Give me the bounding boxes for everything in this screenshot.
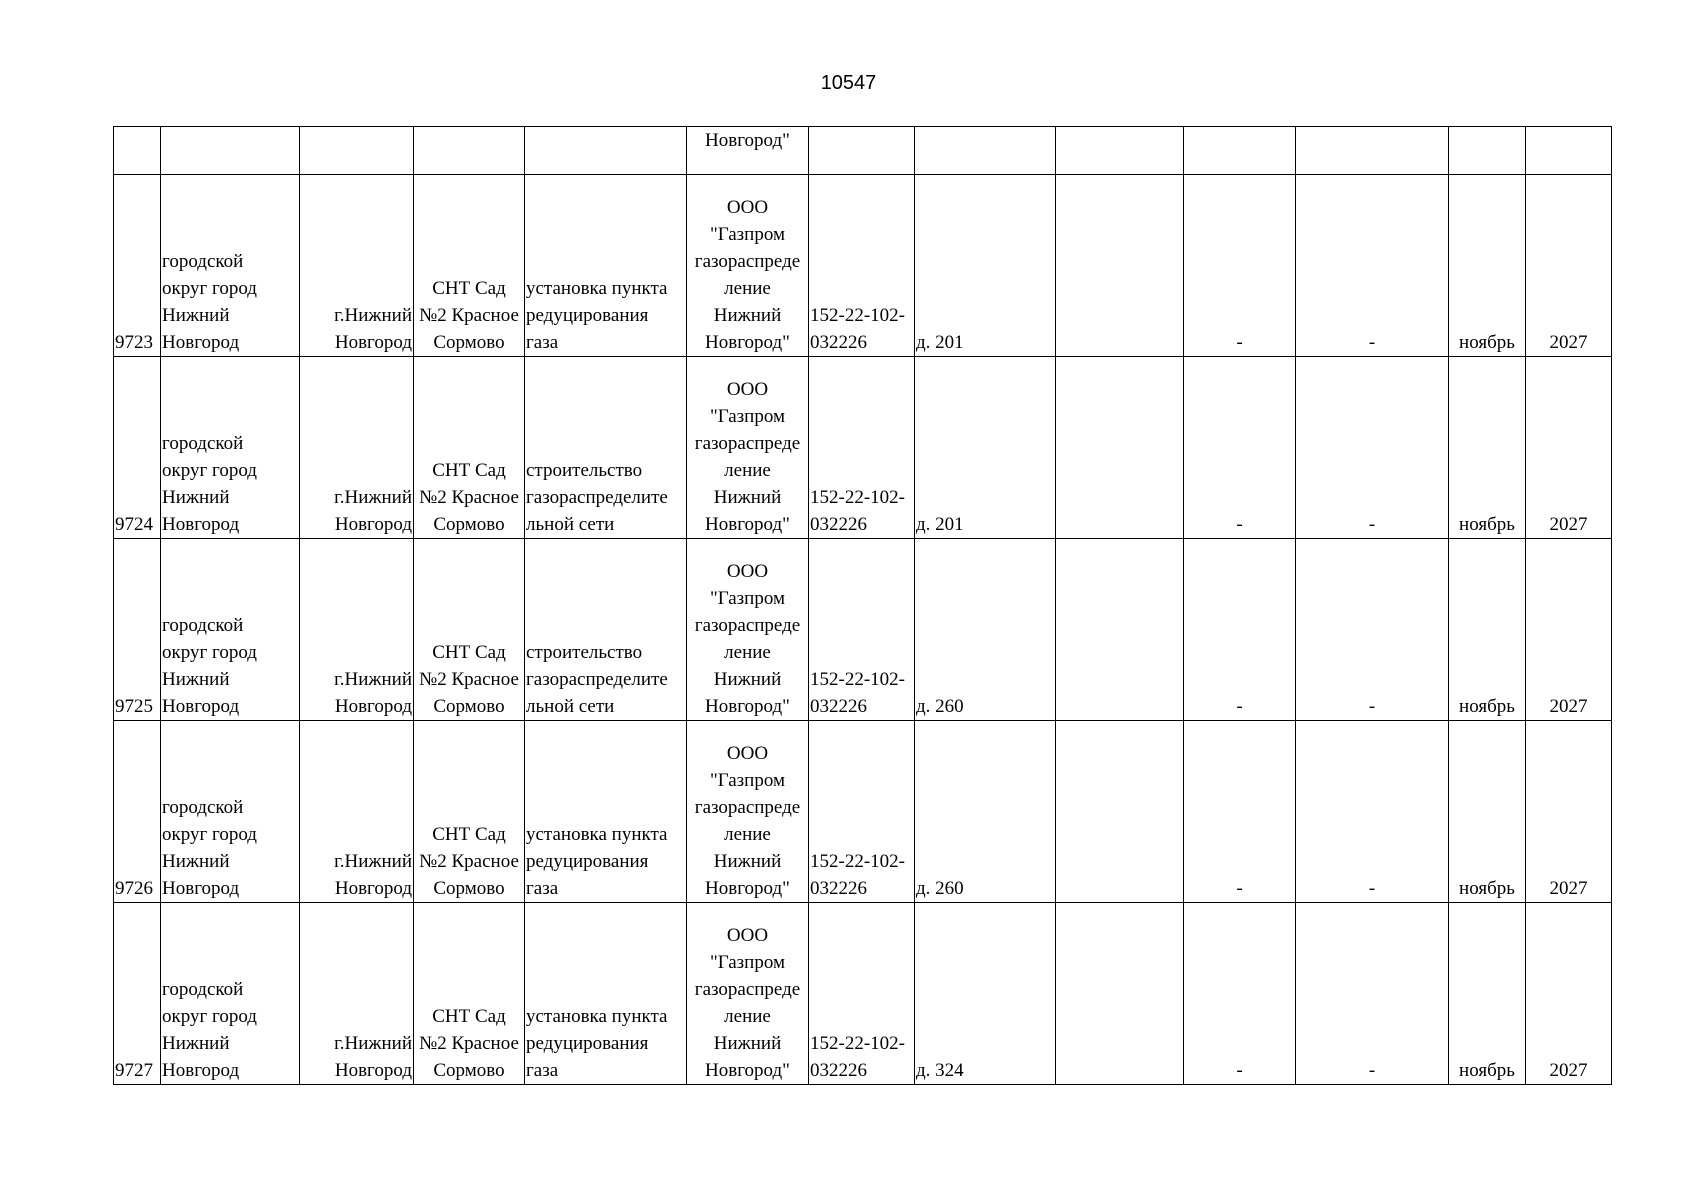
cell-col11: - (1296, 903, 1449, 1085)
cell-year: 2027 (1526, 539, 1612, 721)
cell-code: 152-22-102- 032226 (809, 175, 915, 357)
registry-table (113, 126, 1612, 1085)
cell-municipality: городской округ город Нижний Новгород (161, 175, 300, 357)
cell-month (1449, 127, 1526, 175)
cell-code: 152-22-102- 032226 (809, 539, 915, 721)
cell-col9 (1056, 903, 1184, 1085)
cell-month: ноябрь (1449, 539, 1526, 721)
cell-year (1526, 127, 1612, 175)
cell-year: 2027 (1526, 357, 1612, 539)
cell-org: ООО "Газпром газораспреде ление Нижний Новгород" (687, 721, 809, 903)
cell-month: ноябрь (1449, 357, 1526, 539)
cell-municipality (161, 127, 300, 175)
cell-num (114, 127, 161, 175)
cell-year: 2027 (1526, 903, 1612, 1085)
cell-work: строительство газораспределите льной сети (525, 357, 687, 539)
cell-num: 9724 (114, 357, 161, 539)
cell-snt (414, 127, 525, 175)
cell-num: 9726 (114, 721, 161, 903)
table-row (114, 175, 1612, 357)
table-row (114, 903, 1612, 1085)
cell-col10: - (1184, 539, 1296, 721)
cell-year: 2027 (1526, 721, 1612, 903)
cell-org: ООО "Газпром газораспреде ление Нижний Новгород" (687, 539, 809, 721)
cell-year: 2027 (1526, 175, 1612, 357)
cell-city (300, 127, 414, 175)
cell-org: ООО "Газпром газораспреде ление Нижний Новгород" (687, 357, 809, 539)
cell-municipality: городской округ город Нижний Новгород (161, 539, 300, 721)
cell-city: г.Нижний Новгород (300, 539, 414, 721)
cell-municipality: городской округ город Нижний Новгород (161, 721, 300, 903)
cell-col10: - (1184, 903, 1296, 1085)
continuation-row (114, 127, 1612, 175)
cell-col9 (1056, 127, 1184, 175)
page-number: 10547 (820, 72, 877, 94)
cell-snt: СНТ Сад №2 Красное Сормово (414, 357, 525, 539)
cell-col11 (1296, 127, 1449, 175)
cell-org: ООО "Газпром газораспреде ление Нижний Новгород" (687, 175, 809, 357)
cell-house: д. 201 (915, 357, 1056, 539)
cell-month: ноябрь (1449, 721, 1526, 903)
table-row (114, 357, 1612, 539)
cell-snt: СНТ Сад №2 Красное Сормово (414, 903, 525, 1085)
cell-col11: - (1296, 175, 1449, 357)
cell-code: 152-22-102- 032226 (809, 357, 915, 539)
cell-col9 (1056, 357, 1184, 539)
cell-work: установка пункта редуцирования газа (525, 175, 687, 357)
table-row (114, 721, 1612, 903)
cell-col11: - (1296, 539, 1449, 721)
cell-col9 (1056, 539, 1184, 721)
cell-house (915, 127, 1056, 175)
cell-col9 (1056, 721, 1184, 903)
cell-house: д. 201 (915, 175, 1056, 357)
cell-municipality: городской округ город Нижний Новгород (161, 903, 300, 1085)
cell-house: д. 324 (915, 903, 1056, 1085)
cell-house: д. 260 (915, 721, 1056, 903)
cell-snt: СНТ Сад №2 Красное Сормово (414, 721, 525, 903)
cell-num: 9727 (114, 903, 161, 1085)
cell-col10: - (1184, 175, 1296, 357)
cell-work: установка пункта редуцирования газа (525, 721, 687, 903)
cell-work (525, 127, 687, 175)
cell-code: 152-22-102- 032226 (809, 903, 915, 1085)
cell-code (809, 127, 915, 175)
cell-col10 (1184, 127, 1296, 175)
cell-work: строительство газораспределите льной сети (525, 539, 687, 721)
cell-month: ноябрь (1449, 175, 1526, 357)
cell-col9 (1056, 175, 1184, 357)
cell-code: 152-22-102- 032226 (809, 721, 915, 903)
cell-city: г.Нижний Новгород (300, 721, 414, 903)
cell-work: установка пункта редуцирования газа (525, 903, 687, 1085)
cell-org: Новгород" (687, 127, 809, 175)
cell-col11: - (1296, 721, 1449, 903)
table-row (114, 539, 1612, 721)
cell-col10: - (1184, 721, 1296, 903)
cell-col10: - (1184, 357, 1296, 539)
cell-municipality: городской округ город Нижний Новгород (161, 357, 300, 539)
cell-city: г.Нижний Новгород (300, 903, 414, 1085)
cell-col11: - (1296, 357, 1449, 539)
cell-city: г.Нижний Новгород (300, 175, 414, 357)
cell-org: ООО "Газпром газораспреде ление Нижний Новгород" (687, 903, 809, 1085)
cell-month: ноябрь (1449, 903, 1526, 1085)
cell-snt: СНТ Сад №2 Красное Сормово (414, 175, 525, 357)
cell-num: 9725 (114, 539, 161, 721)
cell-house: д. 260 (915, 539, 1056, 721)
cell-num: 9723 (114, 175, 161, 357)
cell-city: г.Нижний Новгород (300, 357, 414, 539)
cell-snt: СНТ Сад №2 Красное Сормово (414, 539, 525, 721)
